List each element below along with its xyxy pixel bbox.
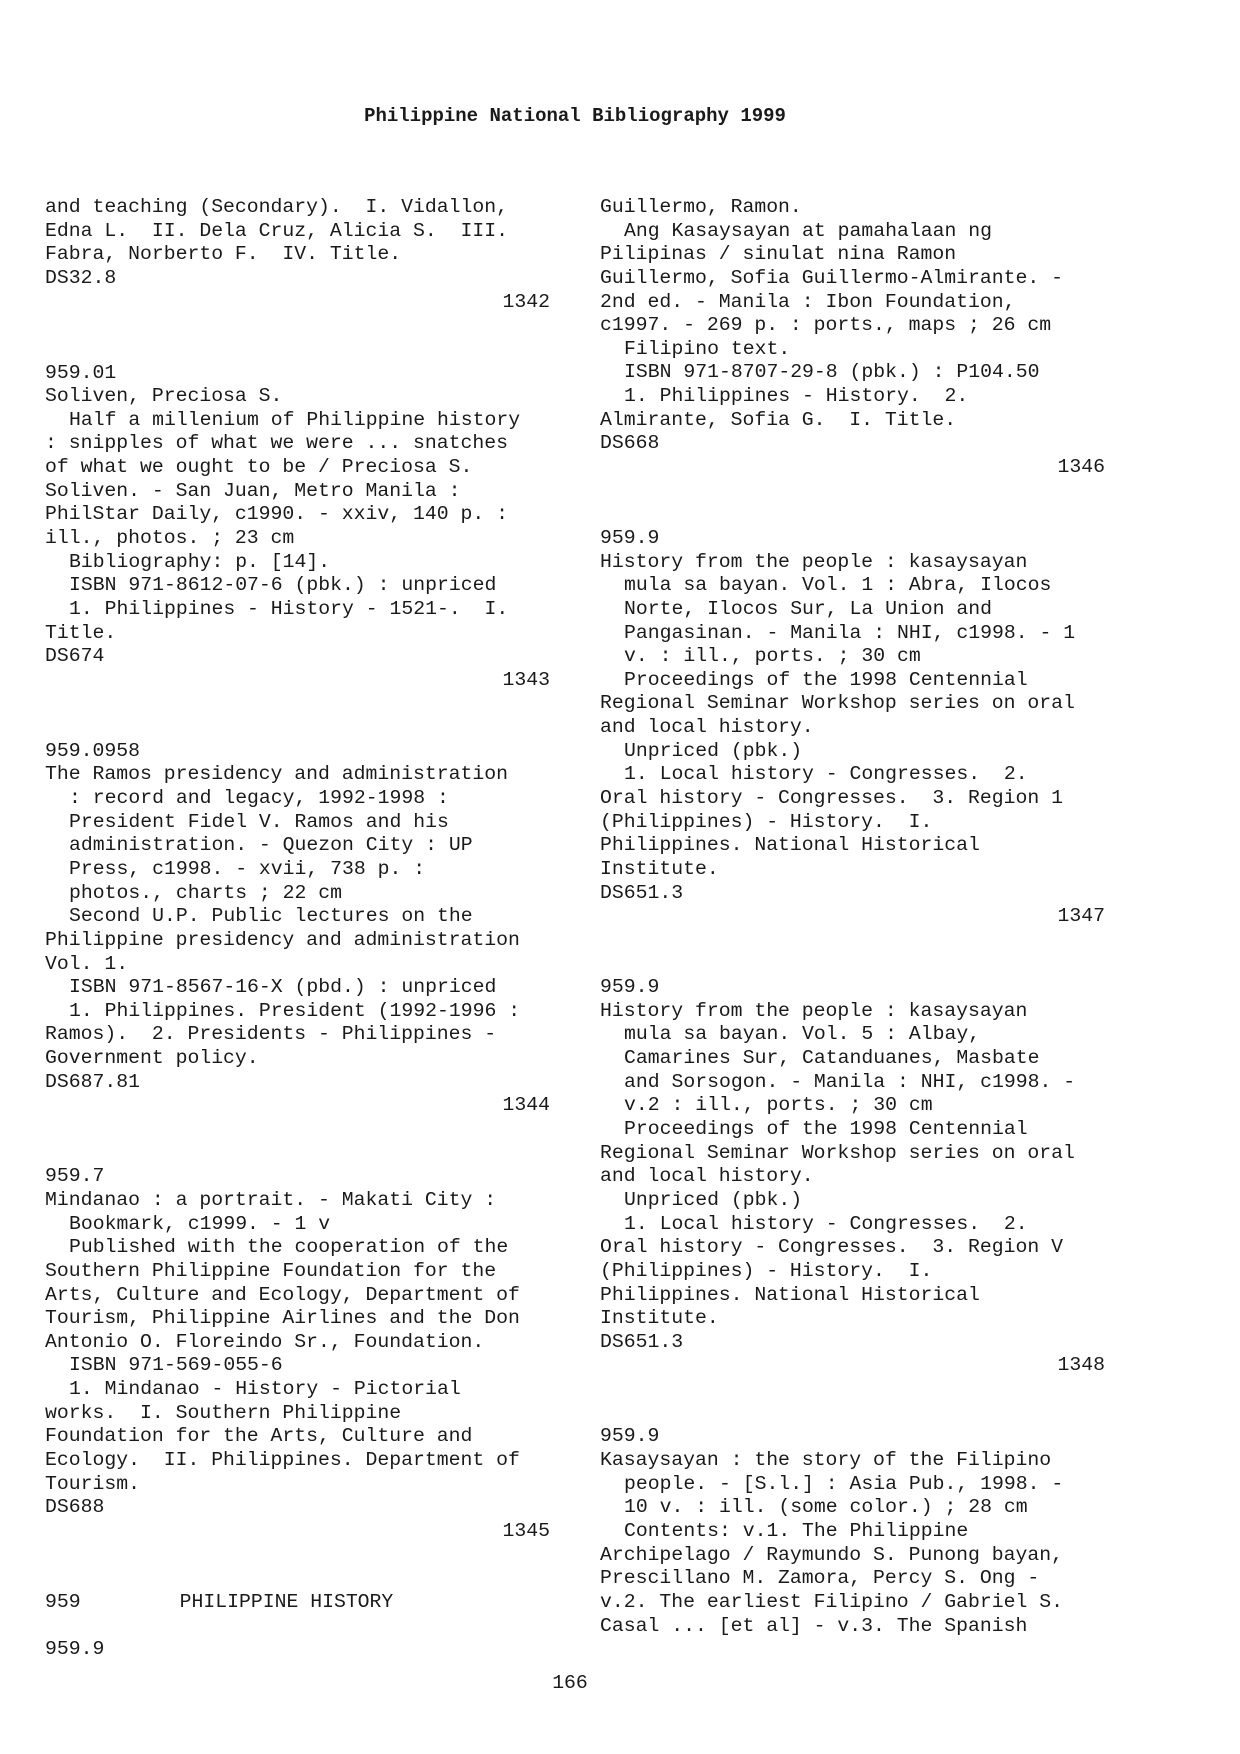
record-line: Proceedings of the 1998 Centennial [624, 668, 1028, 691]
record-line: Press, c1998. - xvii, 738 p. : [69, 858, 426, 880]
record-line: mula sa bayan. Vol. 5 : Albay, [624, 1023, 981, 1046]
record-line: DS651.3 [600, 881, 684, 904]
record-line: DS651.3 [600, 1330, 684, 1353]
record-line: DS668 [600, 432, 660, 455]
record-line: Second U.P. Public lectures on the [69, 905, 473, 928]
record-line: 2nd ed. - Manila : Ibon Foundation, [600, 290, 1016, 313]
record-line: Camarines Sur, Catanduanes, Masbate [624, 1047, 1040, 1070]
record-line: Bookmark, c1999. - 1 v [69, 1212, 331, 1235]
record-line: Published with the cooperation of the [69, 1236, 509, 1259]
record-line: Half a millenium of Philippine history [69, 408, 521, 431]
record-line: DS674 [45, 645, 105, 668]
record-line: President Fidel V. Ramos and his [69, 810, 449, 833]
record-line: Southern Philippine Foundation for the [45, 1259, 497, 1282]
record-line: (Philippines) - History. I. [600, 1259, 933, 1282]
record-line: DS32.8 [45, 266, 117, 289]
record-line: Prescillano M. Zamora, Percy S. Ong - [600, 1567, 1040, 1590]
section-code: 959 [45, 1590, 81, 1613]
record-line: Ecology. II. Philippines. Department of [45, 1449, 520, 1472]
record-line: Title. [45, 621, 117, 644]
record-line: ISBN 971-8612-07-6 (pbk.) : unpriced [69, 574, 497, 597]
record-line: Norte, Ilocos Sur, La Union and [624, 597, 992, 620]
record-1343 [45, 362, 550, 693]
class-number: 959.7 [45, 1165, 105, 1188]
record-line: Archipelago / Raymundo S. Punong bayan, [600, 1543, 1063, 1566]
record-line: Soliven. - San Juan, Metro Manila : [45, 479, 461, 502]
left-column [45, 196, 550, 1662]
record-line: works. I. Southern Philippine [45, 1401, 402, 1424]
record-line: Philippines. National Historical [600, 834, 980, 857]
record-number: 1342 [502, 290, 550, 313]
record-line: Guillermo, Sofia Guillermo-Almirante. - [600, 266, 1063, 289]
record-line: Institute. [600, 1307, 719, 1330]
record-line: Government policy. [45, 1047, 259, 1070]
record-line: Guillermo, Ramon. [600, 196, 802, 218]
record-line: Bibliography: p. [14]. [69, 550, 331, 573]
page-number: 166 [552, 1672, 588, 1694]
record-line: (Philippines) - History. I. [600, 810, 933, 833]
record-line: people. - [S.l.] : Asia Pub., 1998. - [624, 1472, 1064, 1495]
record-line: Tourism. [45, 1472, 140, 1495]
record-line: 1. Philippines - History - 1521-. I. [69, 597, 509, 620]
record-line: Contents: v.1. The Philippine [624, 1519, 969, 1542]
record-line: v.2 : ill., ports. ; 30 cm [624, 1094, 933, 1117]
record-line: and teaching (Secondary). I. Vidallon, [45, 196, 508, 218]
section-heading [45, 1591, 550, 1615]
record-line: ISBN 971-8567-16-X (pbd.) : unpriced [69, 976, 497, 999]
record-line: Pangasinan. - Manila : NHI, c1998. - 1 [624, 621, 1076, 644]
record-number: 1345 [502, 1519, 550, 1542]
record-line: Unpriced (pbk.) [624, 1188, 803, 1211]
record-line: 1. Mindanao - History - Pictorial [69, 1378, 461, 1401]
record-number: 1344 [502, 1094, 550, 1117]
record-line: Unpriced (pbk.) [624, 739, 803, 762]
record-line: The Ramos presidency and administration [45, 763, 508, 786]
record-1347 [600, 527, 1105, 929]
record-line: v. : ill., ports. ; 30 cm [624, 645, 921, 668]
record-line: Pilipinas / sinulat nina Ramon [600, 243, 957, 266]
record-line: Foundation for the Arts, Culture and [45, 1425, 473, 1448]
record-number: 1347 [1057, 905, 1105, 928]
record-line: History from the people : kasaysayan [600, 999, 1028, 1022]
class-number: 959.9 [600, 976, 660, 999]
record-line: 1. Philippines. President (1992-1996 : [69, 999, 521, 1022]
record-1345 [45, 1165, 550, 1543]
record-line: Filipino text. [624, 337, 791, 360]
record-1342 [45, 196, 550, 314]
record-line: Almirante, Sofia G. I. Title. [600, 408, 957, 431]
right-column [600, 196, 1105, 1638]
record-line: PhilStar Daily, c1990. - xxiv, 140 p. : [45, 503, 508, 526]
record-number: 1343 [502, 668, 550, 691]
record-line: 1. Local history - Congresses. 2. [624, 1212, 1028, 1235]
record-line: c1997. - 269 p. : ports., maps ; 26 cm [600, 314, 1052, 337]
record-line: administration. - Quezon City : UP [69, 834, 473, 857]
class-number: 959.9 [600, 527, 660, 549]
record-line: ill., photos. ; 23 cm [45, 527, 295, 549]
record-line: : snipples of what we were ... snatches [45, 432, 508, 455]
record-number: 1346 [1057, 456, 1105, 479]
record-number: 1348 [1057, 1354, 1105, 1377]
class-number: 959.0958 [45, 739, 140, 762]
record-line: Mindanao : a portrait. - Makati City : [45, 1189, 497, 1211]
record-line: Regional Seminar Workshop series on oral [600, 1141, 1075, 1164]
record-line: 10 v. : ill. (some color.) ; 28 cm [624, 1496, 1028, 1519]
record-line: Proceedings of the 1998 Centennial [624, 1118, 1028, 1141]
record-line: Oral history - Congresses. 3. Region 1 [600, 787, 1063, 810]
record-line: 1. Local history - Congresses. 2. [624, 763, 1028, 786]
record-line: ISBN 971-8707-29-8 (pbk.) : P104.50 [624, 361, 1040, 384]
record-line: Soliven, Preciosa S. [45, 385, 283, 408]
record-line: Arts, Culture and Ecology, Department of [45, 1283, 520, 1306]
record-1344 [45, 740, 550, 1118]
record-line: v.2. The earliest Filipino / Gabriel S. [600, 1590, 1063, 1613]
record-line: Edna L. II. Dela Cruz, Alicia S. III. [45, 219, 508, 242]
record-line: of what we ought to be / Preciosa S. [45, 456, 473, 479]
section-title: PHILIPPINE HISTORY [179, 1590, 394, 1613]
record-line: : record and legacy, 1992-1998 : [69, 787, 449, 810]
record-line: and local history. [600, 716, 814, 739]
record-line: History from the people : kasaysayan [600, 550, 1028, 573]
record-line: Philippines. National Historical [600, 1283, 980, 1306]
page-title: Philippine National Bibliography 1999 [364, 105, 786, 127]
record-line: Vol. 1. [45, 952, 129, 975]
record-line: Institute. [600, 857, 719, 880]
record-line: DS687.81 [45, 1070, 140, 1093]
class-number: 959.9 [45, 1638, 105, 1661]
record-1348 [600, 976, 1105, 1378]
record-kasaysayan [600, 1425, 1105, 1638]
record-line: Ang Kasaysayan at pamahalaan ng [624, 219, 992, 242]
record-line: Ramos). 2. Presidents - Philippines - [45, 1023, 497, 1046]
record-line: ISBN 971-569-055-6 [69, 1354, 283, 1377]
record-line: photos., charts ; 22 cm [69, 881, 343, 904]
record-line: and local history. [600, 1165, 814, 1188]
record-line: Fabra, Norberto F. IV. Title. [45, 243, 402, 266]
record-line: DS688 [45, 1496, 105, 1519]
class-number: 959.01 [45, 361, 117, 384]
record-line: Tourism, Philippine Airlines and the Don [45, 1307, 520, 1330]
class-number: 959.9 [600, 1425, 660, 1448]
record-line: Antonio O. Floreindo Sr., Foundation. [45, 1330, 485, 1353]
record-line: Regional Seminar Workshop series on oral [600, 692, 1075, 715]
record-line: Oral history - Congresses. 3. Region V [600, 1236, 1063, 1259]
record-line: Philippine presidency and administration [45, 928, 520, 951]
record-line: Kasaysayan : the story of the Filipino [600, 1449, 1052, 1472]
record-line: and Sorsogon. - Manila : NHI, c1998. - [624, 1070, 1076, 1093]
record-line: mula sa bayan. Vol. 1 : Abra, Ilocos [624, 574, 1052, 597]
record-1346 [600, 196, 1105, 480]
record-line: 1. Philippines - History. 2. [624, 385, 969, 408]
record-line: Casal ... [et al] - v.3. The Spanish [600, 1614, 1028, 1637]
